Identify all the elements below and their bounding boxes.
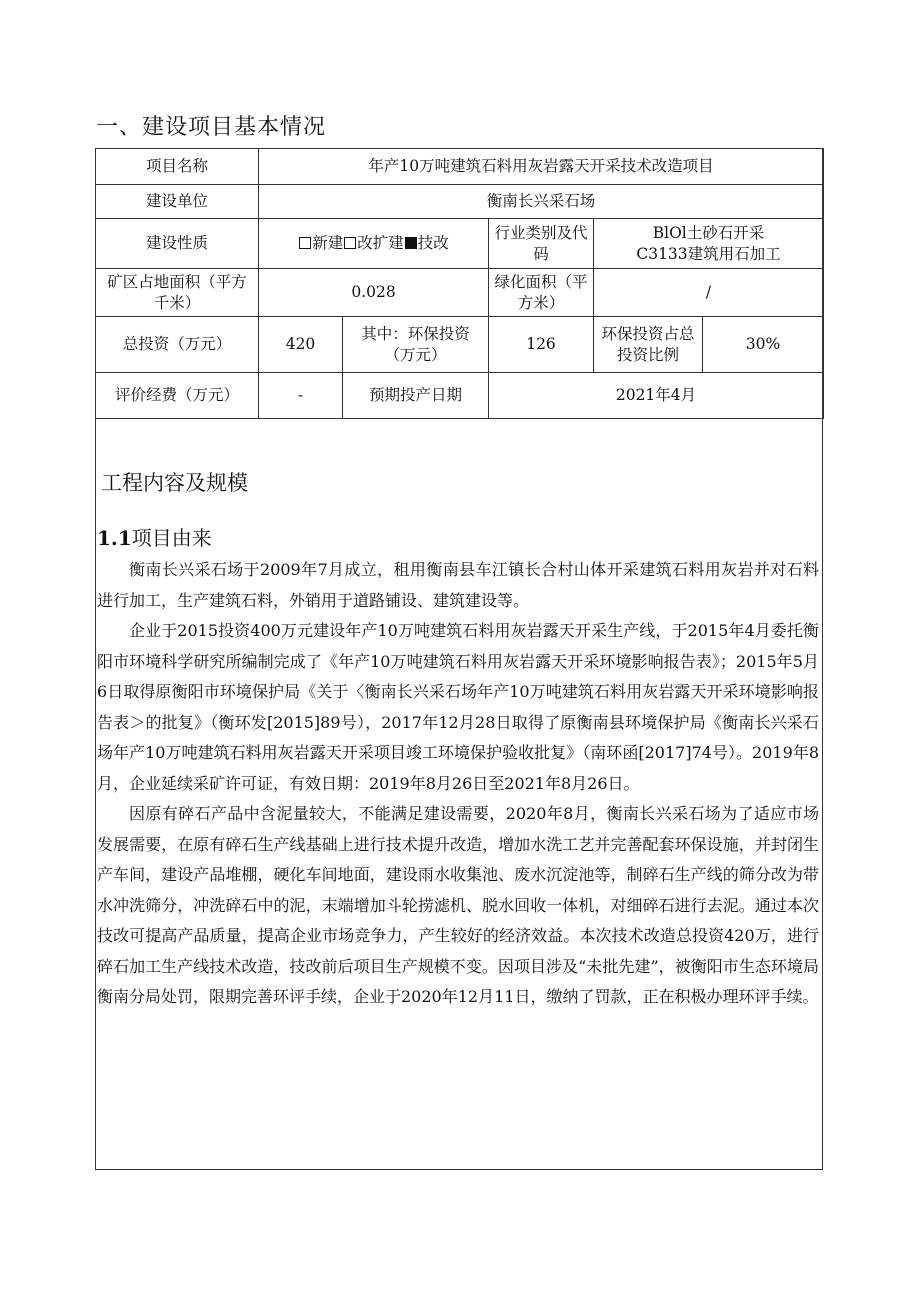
- nature-label: 建设性质: [96, 219, 259, 269]
- table-row: [96, 317, 824, 373]
- industry-value: [594, 219, 824, 269]
- project-name-value: 年产10万吨建筑石料用灰岩露天开采技术改造项目: [259, 149, 824, 185]
- table-row: [96, 219, 824, 269]
- start-date-label: 预期投产日期: [343, 373, 489, 419]
- mine-area-label: 矿区占地面积（平方千米）: [96, 269, 259, 317]
- eval-fee-label: 评价经费（万元）: [96, 373, 259, 419]
- industry-code-1: BlOl土砂石开采: [652, 223, 765, 242]
- start-date-value: 2021年4月: [489, 373, 824, 419]
- subsection-heading: [97, 522, 212, 551]
- env-invest-value: 126: [489, 317, 594, 373]
- paragraph: 因原有碎石产品中含泥量较大，不能满足建设需要，2020年8月，衡南长兴采石场为了适应市场发展需要，在原有碎石生产线基础上进行技术提升改造，增加水洗工艺并完善配套环保设施，并封闭生产车间，建设产品堆棚，硬化车间地面，建设雨水收集池、废水沉淀池等，制碎石生产线的筛分改为带水冲洗筛分，冲洗碎石中的泥，末端增加斗轮捞滤机、脱水回收一体机，对细碎石进行去泥。通过本次技改可提高产品质量，提高企业市场竞争力，产生较好的经济效益。本次技术改造总投资420万，进行碎石加工生产线技术改造，技改前后项目生产规模不变。因项目涉及“未批先建”，被衡阳市生态环境局衡南分局处罚，限期完善环评手续，企业于2020年12月11日，缴纳了罚款，正在积极办理环评手续。: [97, 804, 819, 1006]
- project-info-table: [95, 148, 824, 419]
- total-invest-value: 420: [259, 317, 343, 373]
- green-area-value: /: [594, 269, 824, 317]
- nature-options: [259, 219, 489, 269]
- industry-code-2: C3133建筑用石加工: [636, 244, 781, 263]
- paragraph: 企业于2015投资400万元建设年产10万吨建筑石料用灰岩露天开采生产线，于2015年4月委托衡阳市环境科学研究所编制完成了《年产10万吨建筑石料用灰岩露天开采环境影响报告表》；2015年5月6日取得原衡阳市环境保护局《关于〈衡南长兴采石场年产10万吨建筑石料用灰岩露天开采环境影响报告表＞的批复》（衡环发[2015]89号），2017年12月28日取得了原衡南县环境保护局《衡南长兴采石场年产10万吨建筑石料用灰岩露天开采项目竣工环境保护验收批复》（南环函[2017]74号）。2019年8月，企业延续采矿许可证，有效日期：2019年8月26日至2021年8月26日。: [97, 621, 819, 793]
- unit-label: 建设单位: [96, 185, 259, 219]
- total-invest-label: 总投资（万元）: [96, 317, 259, 373]
- checkbox-retrofit-icon: [405, 237, 417, 249]
- subsection-title: 项目由来: [131, 526, 212, 550]
- section-title: 一、建设项目基本情况: [96, 115, 327, 140]
- option-new-label: 新建: [312, 234, 344, 252]
- green-area-label: 绿化面积（平方米）: [489, 269, 594, 317]
- subsection-number: 1.1: [97, 526, 132, 550]
- checkbox-expand-icon: [344, 237, 356, 249]
- option-retrofit-label: 技改: [417, 234, 449, 252]
- option-expand-label: 改扩建: [357, 234, 404, 252]
- table-row: [96, 373, 824, 419]
- table-row: [96, 149, 824, 185]
- env-ratio-label: 环保投资占总投资比例: [594, 317, 703, 373]
- env-invest-label: 其中：环保投资（万元）: [343, 317, 489, 373]
- paragraph: 衡南长兴采石场于2009年7月成立，租用衡南县车江镇长合村山体开采建筑石料用灰岩并对石料进行加工，生产建筑石料，外销用于道路铺设、建筑建设等。: [97, 560, 819, 610]
- table-row: [96, 269, 824, 317]
- mine-area-value: 0.028: [259, 269, 489, 317]
- unit-value: 衡南长兴采石场: [259, 185, 824, 219]
- env-ratio-value: 30%: [703, 317, 824, 373]
- industry-label: 行业类别及代码: [489, 219, 594, 269]
- checkbox-new-icon: [299, 237, 311, 249]
- table-row: [96, 185, 824, 219]
- eval-fee-value: -: [259, 373, 343, 419]
- section2-title: 工程内容及规模: [101, 471, 248, 495]
- body-text: [97, 555, 819, 1013]
- project-name-label: 项目名称: [96, 149, 259, 185]
